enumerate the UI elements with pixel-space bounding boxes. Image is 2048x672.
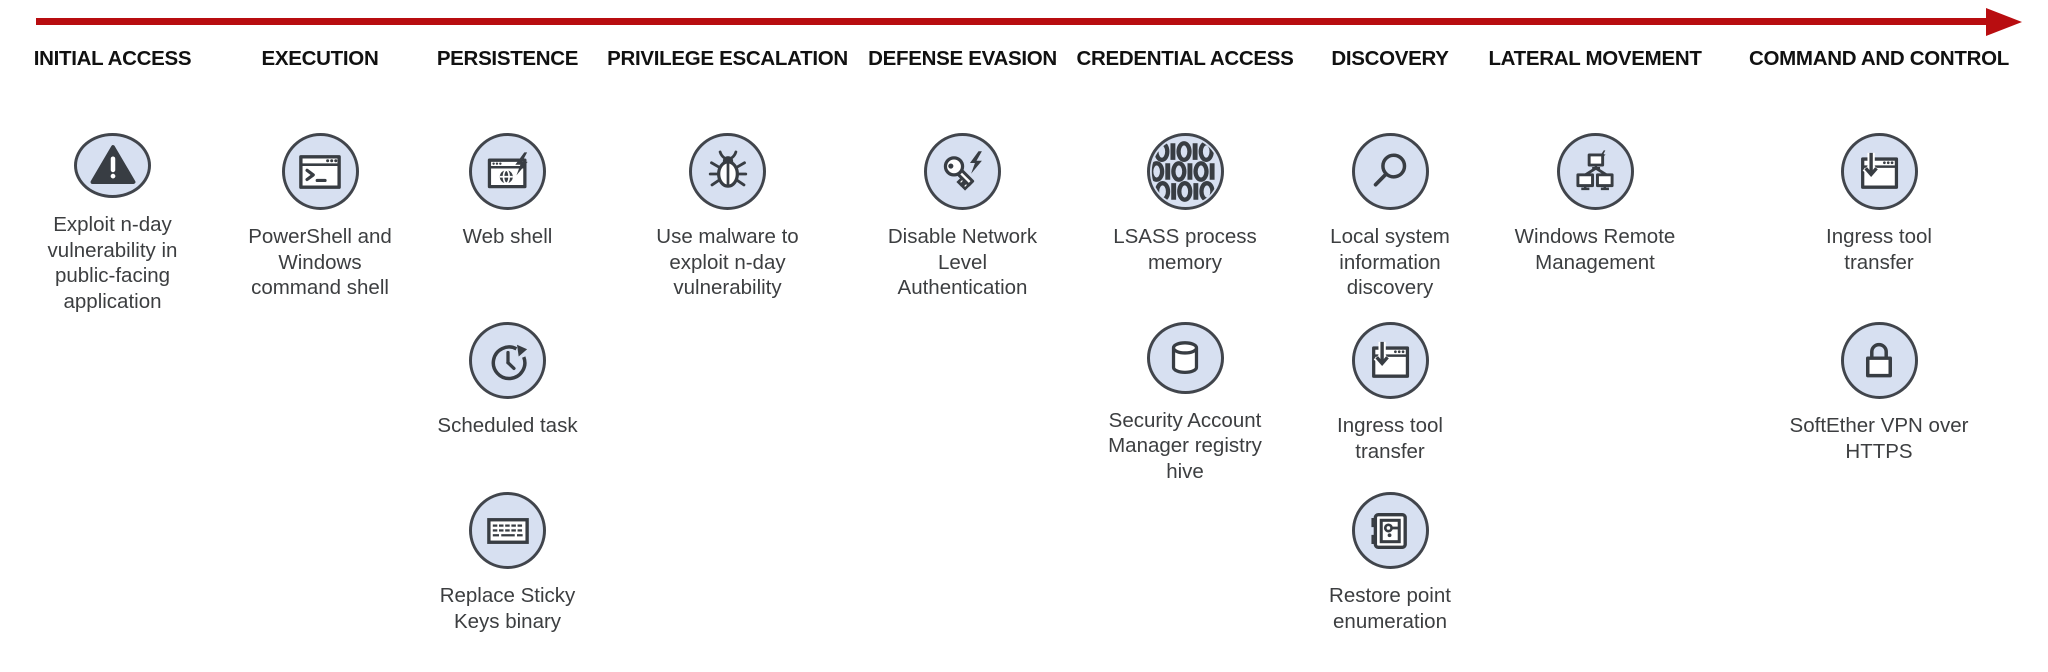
tactic-header-credential-access [1070, 40, 1300, 125]
tactic-header-command-and-control [1710, 40, 2048, 125]
tactic-label: COMMAND AND CONTROL [1748, 47, 2009, 70]
technique-item [415, 314, 600, 484]
technique-label: Windows Remote Management [1514, 225, 1676, 274]
technique-label: Security Account Manager registry hive [1108, 408, 1262, 483]
technique-label: Web shell [462, 225, 553, 248]
timeline-arrow-line [36, 18, 1990, 25]
tactic-header-lateral-movement [1480, 40, 1710, 125]
networked-computers-icon [1557, 133, 1634, 210]
technique-item [415, 484, 600, 672]
technique-label: SoftEther VPN over HTTPS [1789, 414, 1969, 463]
tactic-label: PRIVILEGE ESCALATION [607, 47, 848, 70]
technique-label: Ingress tool transfer [1337, 414, 1443, 463]
technique-item [1070, 314, 1300, 484]
technique-label: Use malware to exploit n-day vulnerability [656, 225, 799, 299]
timeline-arrow-head-icon [1986, 8, 2022, 36]
technique-label: Replace Sticky Keys binary [439, 584, 576, 633]
tactics-grid [0, 40, 2048, 672]
database-cylinder-icon [1147, 322, 1224, 394]
tactic-label: LATERAL MOVEMENT [1488, 47, 1702, 70]
safe-icon [1352, 492, 1429, 569]
technique-item [1070, 125, 1300, 314]
tactic-header-initial-access [0, 40, 225, 125]
clock-arrow-icon [469, 322, 546, 399]
magnifier-icon [1352, 133, 1429, 210]
technique-item [1300, 125, 1480, 314]
technique-item [415, 125, 600, 314]
technique-label: PowerShell and Windows command shell [248, 225, 392, 299]
technique-label: Local system information discovery [1330, 225, 1450, 299]
tactic-header-privilege-escalation [600, 40, 855, 125]
tactic-label: DISCOVERY [1331, 47, 1449, 70]
tactic-label: EXECUTION [261, 47, 379, 70]
technique-item [1300, 484, 1480, 672]
technique-item [0, 125, 225, 314]
technique-label: Restore point enumeration [1329, 584, 1451, 633]
keyboard-icon [469, 492, 546, 569]
tactic-label: DEFENSE EVASION [868, 47, 1057, 70]
tactic-label: PERSISTENCE [436, 47, 579, 70]
technique-item [600, 125, 855, 314]
technique-label: Scheduled task [437, 414, 578, 437]
browser-lightning-icon [469, 133, 546, 210]
warning-triangle-icon [74, 133, 151, 198]
padlock-icon [1841, 322, 1918, 399]
technique-item [225, 125, 415, 314]
technique-item [1480, 125, 1710, 314]
technique-item [1710, 125, 2048, 314]
technique-label: Ingress tool transfer [1826, 225, 1932, 274]
technique-label: Disable Network Level Authentication [887, 225, 1038, 299]
tactic-header-persistence [415, 40, 600, 125]
tactic-label: INITIAL ACCESS [33, 47, 192, 70]
bug-icon [689, 133, 766, 210]
command-prompt-icon [282, 133, 359, 210]
technique-item [855, 125, 1070, 314]
tactic-label: CREDENTIAL ACCESS [1076, 47, 1294, 70]
window-download-icon [1841, 133, 1918, 210]
tactic-header-discovery [1300, 40, 1480, 125]
binary-code-icon [1147, 133, 1224, 210]
technique-item [1300, 314, 1480, 484]
tactic-header-execution [225, 40, 415, 125]
technique-label: Exploit n-day vulnerability in public-facing application [47, 213, 178, 313]
window-download-icon [1352, 322, 1429, 399]
technique-label: LSASS process memory [1113, 225, 1257, 274]
tactic-header-defense-evasion [855, 40, 1070, 125]
key-lightning-icon [924, 133, 1001, 210]
technique-item [1710, 314, 2048, 484]
